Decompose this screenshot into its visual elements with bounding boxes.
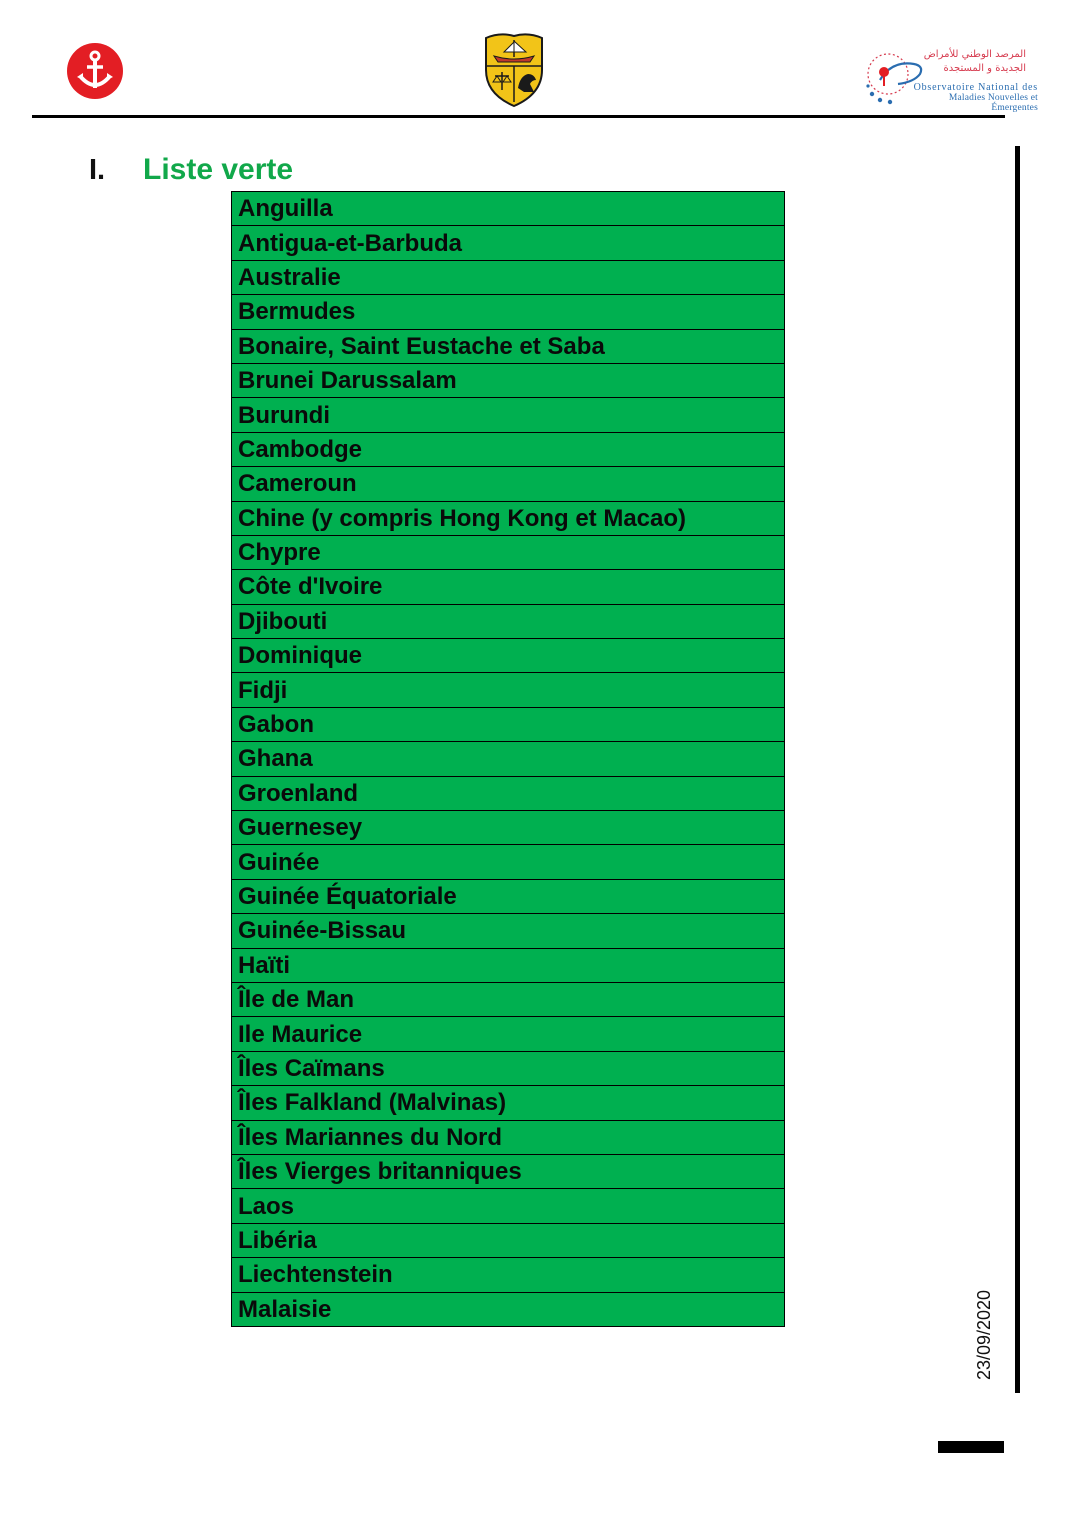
country-cell: Ile Maurice [232,1017,785,1051]
country-cell: Djibouti [232,604,785,638]
observatoire-national-logo [862,46,1038,113]
table-row [232,879,785,913]
table-row [232,432,785,466]
country-cell: Libéria [232,1223,785,1257]
table-row [232,1223,785,1257]
arabic-line-2: الجديدة و المستجدة [943,63,1026,74]
country-cell: Dominique [232,639,785,673]
table-row [232,982,785,1016]
table-row [232,467,785,501]
country-cell: Antigua-et-Barbuda [232,226,785,260]
table-row [232,1086,785,1120]
table-row [232,398,785,432]
country-cell: Bermudes [232,295,785,329]
country-cell: Guinée Équatoriale [232,879,785,913]
country-cell: Liechtenstein [232,1258,785,1292]
table-row [232,363,785,397]
country-cell: Îles Vierges britanniques [232,1154,785,1188]
table-row [232,192,785,226]
table-row [232,329,785,363]
country-cell: Îles Caïmans [232,1051,785,1085]
country-cell: Îles Mariannes du Nord [232,1120,785,1154]
table-row [232,673,785,707]
table-row [232,811,785,845]
country-cell: Île de Man [232,982,785,1016]
table-row [232,845,785,879]
ministry-anchor-logo [66,42,124,100]
green-list-body [232,192,785,1327]
section-title: Liste verte [143,153,294,186]
table-row [232,1017,785,1051]
country-cell: Îles Falkland (Malvinas) [232,1086,785,1120]
country-cell: Fidji [232,673,785,707]
table-row [232,570,785,604]
country-cell: Gabon [232,707,785,741]
obs-name-line-1: Observatoire National des [913,82,1038,93]
table-row [232,604,785,638]
observatoire-arabic-name [916,48,1026,76]
country-cell: Ghana [232,742,785,776]
table-row [232,260,785,294]
table-row [232,1120,785,1154]
table-row [232,501,785,535]
table-row [232,1189,785,1223]
country-cell: Guernesey [232,811,785,845]
tunisia-coat-of-arms-logo [480,30,548,108]
country-cell: Côte d'Ivoire [232,570,785,604]
section-heading [89,150,293,190]
arabic-line-1: المرصد الوطني للأمراض [923,49,1026,60]
table-row [232,776,785,810]
country-cell: Brunei Darussalam [232,363,785,397]
country-cell: Groenland [232,776,785,810]
table-row [232,707,785,741]
footer-bar [938,1441,1004,1453]
obs-name-line-2: Maladies Nouvelles et Émergentes [948,93,1038,113]
country-cell: Guinée-Bissau [232,914,785,948]
green-list-table [231,191,785,1327]
country-cell: Bonaire, Saint Eustache et Saba [232,329,785,363]
country-cell: Haïti [232,948,785,982]
table-row [232,1292,785,1326]
country-cell: Chine (y compris Hong Kong et Macao) [232,501,785,535]
table-row [232,295,785,329]
table-row [232,948,785,982]
country-cell: Cambodge [232,432,785,466]
section-number: I. [89,153,106,186]
side-divider [1015,146,1020,1393]
table-row [232,1051,785,1085]
country-cell: Laos [232,1189,785,1223]
country-cell: Anguilla [232,192,785,226]
table-row [232,742,785,776]
header-divider [32,115,1005,118]
country-cell: Cameroun [232,467,785,501]
country-cell: Australie [232,260,785,294]
observatoire-french-name [900,83,1038,113]
country-cell: Burundi [232,398,785,432]
table-row [232,1258,785,1292]
country-cell: Guinée [232,845,785,879]
country-cell: Malaisie [232,1292,785,1326]
table-row [232,226,785,260]
document-date: 23/09/2020 [974,1289,994,1381]
table-row [232,1154,785,1188]
table-row [232,639,785,673]
table-row [232,535,785,569]
country-cell: Chypre [232,535,785,569]
table-row [232,914,785,948]
